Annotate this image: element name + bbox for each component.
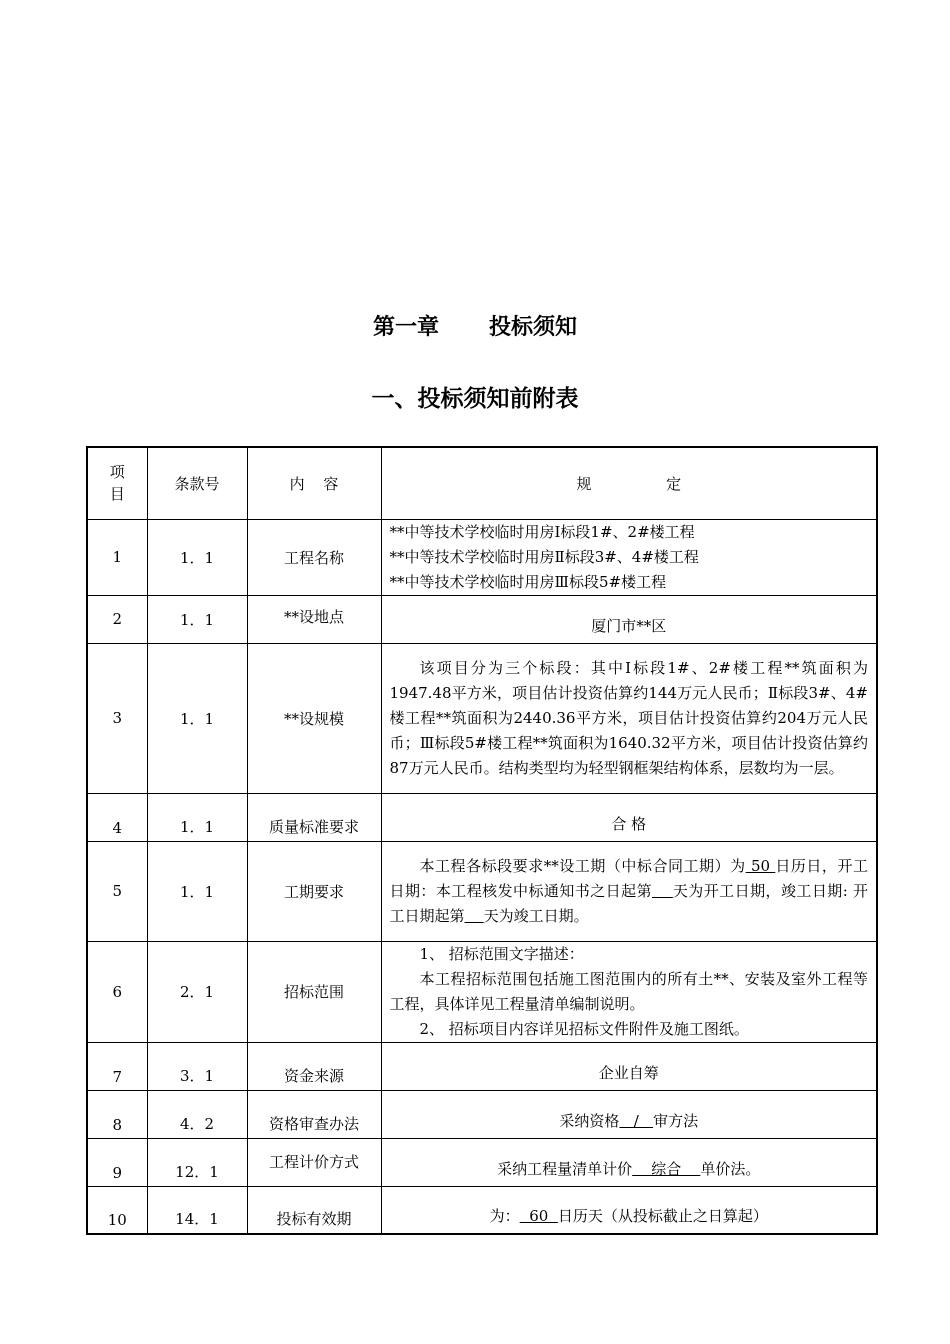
table-row — [87, 841, 877, 941]
row-clause: 2．1 — [147, 941, 247, 1042]
blank-field — [465, 907, 484, 925]
header-content: 内 容 — [247, 447, 381, 519]
row-content: 工程计价方式 — [247, 1138, 381, 1186]
rule-line: **中等技术学校临时用房Ⅰ标段1#、2#楼工程 — [389, 522, 695, 541]
row-rule: 为： 60 日历天（从投标截止之日算起） — [381, 1186, 877, 1234]
row-index: 10 — [87, 1186, 147, 1234]
chapter-number: 第一章 — [372, 315, 439, 340]
row-content: 招标范围 — [247, 941, 381, 1042]
bid-notice-table — [86, 446, 878, 1235]
row-rule — [381, 519, 877, 595]
row-clause: 14．1 — [147, 1186, 247, 1234]
row-index: 5 — [87, 841, 147, 941]
row-clause: 4．2 — [147, 1090, 247, 1138]
row-rule: 该项目分为三个标段：其中Ⅰ标段1#、2#楼工程**筑面积为1947.48平方米，项目估计投资估算约144万元人民币；Ⅱ标段3#、4#楼工程**筑面积为2440.36平方米，项目估计投资估算约204万元人民币；Ⅲ标段5#楼工程**筑面积为1640.32平方米，项目估计投资估算约87万元人民币。结构类型均为轻型钢框架结构体系，层数均为一层。 — [381, 643, 877, 793]
row-content: **设规模 — [247, 643, 381, 793]
row-clause: 3．1 — [147, 1042, 247, 1090]
row-content: 资金来源 — [247, 1042, 381, 1090]
rule-line: 2、 招标项目内容详见招标文件附件及施工图纸。 — [419, 1019, 749, 1038]
row-index: 9 — [87, 1138, 147, 1186]
table-row — [87, 793, 877, 841]
row-index: 1 — [87, 519, 147, 595]
row-content: 投标有效期 — [247, 1186, 381, 1234]
header-clause: 条款号 — [147, 447, 247, 519]
row-index: 6 — [87, 941, 147, 1042]
row-index: 7 — [87, 1042, 147, 1090]
row-index: 3 — [87, 643, 147, 793]
row-content: 资格审查办法 — [247, 1090, 381, 1138]
blank-field: / — [619, 1111, 654, 1130]
rule-line: 1、 招标范围文字描述： — [419, 944, 584, 963]
header-rule: 规 定 — [381, 447, 877, 519]
row-clause: 1．1 — [147, 793, 247, 841]
row-content: 工期要求 — [247, 841, 381, 941]
row-content: **设地点 — [247, 595, 381, 643]
row-rule: 厦门市**区 — [381, 595, 877, 643]
table-header-row — [87, 447, 877, 519]
rule-line: **中等技术学校临时用房Ⅲ标段5#楼工程 — [389, 572, 667, 591]
row-index: 4 — [87, 793, 147, 841]
row-clause: 1．1 — [147, 595, 247, 643]
row-rule: 本工程各标段要求**设工期（中标合同工期）为 50 日历日，开工日期：本工程核发中标通知书之日起第 天为开工日期，竣工日期: 开工日期起第 天为竣工日期。 — [381, 841, 877, 941]
chapter-title — [0, 310, 950, 341]
blank-field: 综合 — [632, 1159, 701, 1178]
table-row — [87, 1042, 877, 1090]
blank-field: 60 — [519, 1207, 558, 1225]
table-row — [87, 643, 877, 793]
row-index: 8 — [87, 1090, 147, 1138]
table-row — [87, 1138, 877, 1186]
table-row — [87, 941, 877, 1042]
row-clause: 1．1 — [147, 519, 247, 595]
row-content: 工程名称 — [247, 519, 381, 595]
duration-days: 50 — [745, 856, 776, 875]
table-row — [87, 1090, 877, 1138]
row-rule: 采纳资格 / 审方法 — [381, 1090, 877, 1138]
table-row — [87, 595, 877, 643]
header-item: 项目 — [87, 447, 147, 519]
row-rule: 企业自筹 — [381, 1042, 877, 1090]
row-index: 2 — [87, 595, 147, 643]
rule-line: **中等技术学校临时用房Ⅱ标段3#、4#楼工程 — [389, 547, 699, 566]
section-title: 一、投标须知前附表 — [371, 386, 579, 412]
row-rule: 合 格 — [381, 793, 877, 841]
chapter-name: 投标须知 — [489, 315, 578, 340]
table-row — [87, 1186, 877, 1234]
rule-line: 本工程招标范围包括施工图范围内的所有土**、安装及室外工程等工程，具体详见工程量清单编制说明。 — [389, 969, 868, 1013]
row-clause: 12．1 — [147, 1138, 247, 1186]
row-rule — [381, 941, 877, 1042]
blank-field — [652, 882, 673, 900]
row-clause: 1．1 — [147, 841, 247, 941]
row-rule: 采纳工程量清单计价 综合 单价法。 — [381, 1138, 877, 1186]
table-row — [87, 519, 877, 595]
row-clause: 1．1 — [147, 643, 247, 793]
row-content: 质量标准要求 — [247, 793, 381, 841]
